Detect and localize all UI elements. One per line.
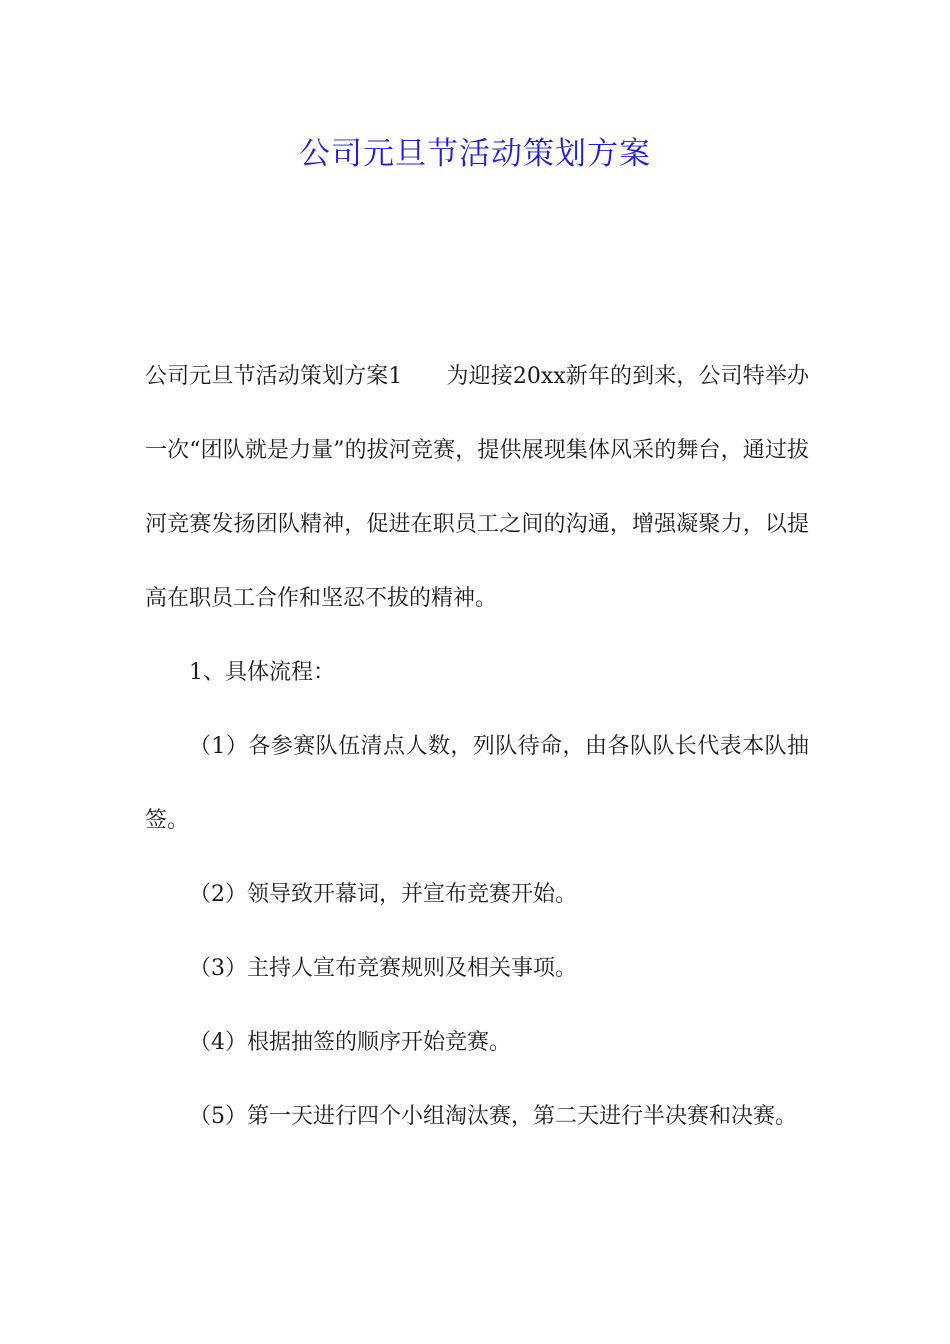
intro-paragraph — [145, 340, 809, 636]
step-item-3: （3）主持人宣布竞赛规则及相关事项。 — [189, 956, 577, 981]
intro-text: 为迎接20xx新年的到来，公司特举办一次“团队就是力量”的拔河竞赛，提供展现集体风采的舞台，通过拔河竞赛发扬团队精神，促进在职员工之间的沟通，增强凝聚力，以提高在职员工合作和坚忍不拔的精神。 — [145, 364, 810, 611]
step-item-5: （5）第一天进行四个小组淘汰赛，第二天进行半决赛和决赛。 — [189, 1104, 797, 1129]
intro-heading: 公司元旦节活动策划方案1 — [145, 364, 403, 389]
document-body — [145, 340, 809, 1154]
step-item-4: （4）根据抽签的顺序开始竞赛。 — [189, 1030, 511, 1055]
document-title: 公司元旦节活动策划方案 — [299, 136, 651, 172]
section-1-heading: 1、具体流程： — [189, 660, 335, 685]
step-item-1: （1）各参赛队伍清点人数，列队待命，由各队队长代表本队抽签。 — [145, 734, 809, 833]
step-item-2: （2）领导致开幕词，并宣布竞赛开始。 — [189, 882, 577, 907]
